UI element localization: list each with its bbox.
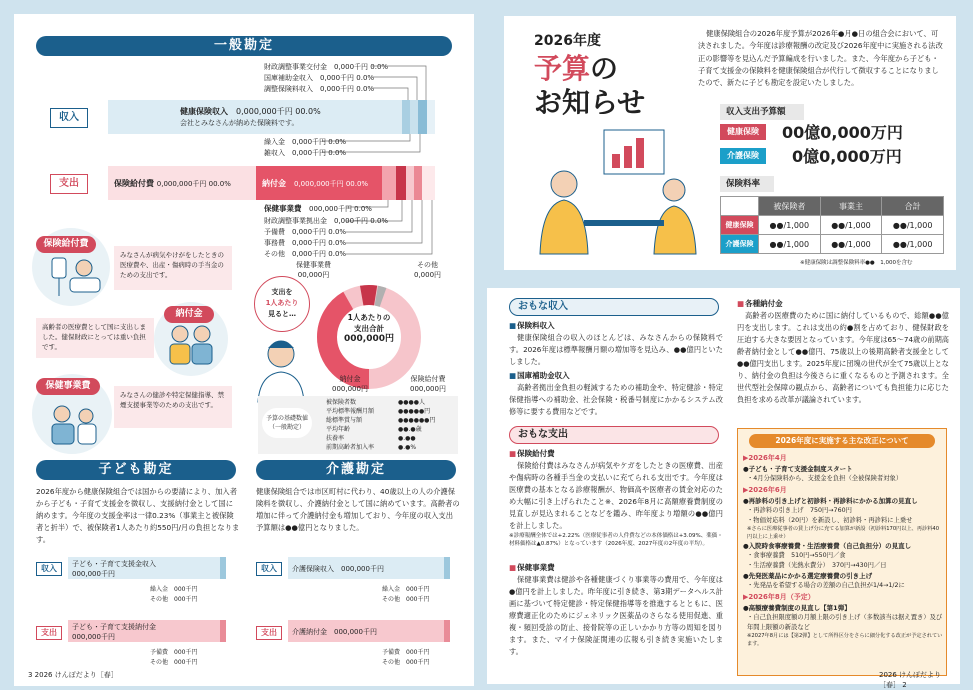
expense-label: 支出: [50, 174, 88, 194]
levy-heading: ■ 各種納付金: [737, 298, 783, 309]
rate-cell: ●●/1,000: [882, 235, 944, 254]
income-item-top-2: 調整保険料収入 0,000千円 0.0%: [264, 85, 375, 93]
budget-meeting-illustration: [524, 124, 714, 264]
basis-row-value: ●●●●●円: [398, 408, 431, 415]
premium-heading: ■ 保険料収入: [509, 320, 555, 331]
income-bar-seg4: [427, 100, 435, 134]
reform-note: ※2027年8月には【第2弾】として所得区分をさらに細分化する改正が予定されています。: [747, 633, 943, 647]
right-footer: 2026 けんぽだより［春］ 2: [879, 671, 942, 689]
basis-row-label: 扶養率: [326, 435, 345, 442]
general-title: 一般勘定: [36, 36, 452, 56]
left-footer: 3 2026 けんぽだより［春］: [28, 671, 118, 679]
reform-sub: ・自己負担限度額の月額上限の引き上げ（多数該当は据え置き）及び年間上限額の新設など: [747, 614, 943, 631]
benefit-text: みなさんが病気やけがをしたときの医療費や、出産・傷病時の手当金のための支出です。: [114, 246, 232, 290]
income-bar-seg3: [418, 100, 427, 134]
health-text-body: 保健事業費は健診や各種健康づくり事業等の費用で、今年度は●億円を計上しました。昨年度に引き続き、第3期データヘルス計画に基づいて特定健診・特定保健指導等を推進するとともに、医療費適正化のためにジェネリック医薬品のさらなる使用促進、重複・頻回受診の防止、接骨院等の正しいかかり方等の周知を図ります。また、マイナ保険証関連の広報も引き続き実施いたします。: [509, 575, 723, 656]
rate-cell: ●●/1,000: [759, 235, 821, 254]
child-income-item-0: 繰入金 000千円: [150, 586, 198, 593]
reform-sub: ・先発品を希望する場合の差額の自己負担が1/4→1/2に: [747, 582, 905, 589]
rate-note: ※健康保険は調整保険料率●● 1,000を含む: [800, 260, 913, 266]
basis-row: [326, 434, 456, 443]
basis-row-label: 被保険者数: [326, 399, 357, 406]
rate-table-corner: [721, 197, 759, 216]
reform-list: [743, 452, 943, 648]
reform-sub: ・生活療養費（光熱水費分） 370円→430円／日: [747, 562, 887, 569]
basis-row-label: 総標準賞与額: [326, 417, 363, 424]
income-item-top-0: 財政調整事業交付金 0,000千円 0.0%: [264, 63, 389, 71]
premium-text: 健康保険組合の収入のほとんどは、みなさんからの保険料です。2026年度は標準報酬月額の増加等を見込み、●●億円といたしました。: [509, 333, 723, 366]
rate-cell: ●●/1,000: [820, 216, 882, 235]
health-text: みなさんの健診や特定保健指導、禁煙支援事業等のための支出です。: [114, 386, 232, 428]
reform-sub: ・再診料の引き上げ 750円→760円: [747, 507, 852, 514]
income-bar-seg1: [402, 100, 410, 134]
income-main-title: 健康保険収入 0,000,000千円 00.0%: [180, 107, 321, 116]
reform-sub: ・食事療養費 510円→550円／食: [747, 552, 846, 559]
expense-health-title: 保健事業費 000,000千円 0.0%: [264, 204, 372, 213]
reform-item: ●子ども・子育て支援金制度スタート: [743, 465, 853, 473]
expense-item-2: 事務費 0,000千円 0.0%: [264, 239, 347, 247]
main-title: 予算の お知らせ: [534, 52, 646, 119]
reform-item: ●先発医薬品にかかる選定療養費の引き上げ: [743, 572, 873, 580]
care-income-item-0: 繰入金 000千円: [382, 586, 430, 593]
rate-cell: ●●/1,000: [820, 235, 882, 254]
reform-sub: ・物価対応料（20円）を新設し、初診料・再診料に上乗せ: [747, 517, 913, 524]
care-expense-bar-seg: [444, 620, 450, 642]
donut-center: 1人あたりの 支出合計 000,000円: [344, 313, 394, 344]
care-expense-item-1: その他 000千円: [382, 659, 430, 666]
income-bar-seg2: [410, 100, 418, 134]
reform-month: ▶2026年8月（予定）: [743, 593, 815, 601]
expense-second: 納付金 0,000,000千円 00.0%: [262, 179, 369, 188]
basis-row-label: 前期高齢者加入率: [326, 444, 375, 451]
expense-bar-seg6: [414, 166, 422, 200]
rate-header-0: 被保険者: [759, 197, 821, 216]
health-heading: ■ 保健事業費: [509, 562, 555, 573]
health-badge: 保健事業費: [36, 378, 100, 395]
per-person-callout: 支出を 1人あたり 見ると…: [254, 276, 310, 332]
reform-month: ▶2026年4月: [743, 454, 787, 462]
child-expense-item-0: 予備費 000千円: [150, 649, 198, 656]
levy-text: 高齢者の医療費として国に支出しました。健保財政にとっては重い負担です。: [36, 318, 154, 358]
basis-row: [326, 416, 456, 425]
rate-cell: ●●/1,000: [759, 216, 821, 235]
income-item-bottom-0: 繰入金 0,000千円 0.0%: [264, 138, 347, 146]
child-expense-item-1: その他 000千円: [150, 659, 198, 666]
child-income-label: 収入: [36, 562, 62, 576]
income-item-bottom-1: 雑収入 0,000千円 0.0%: [264, 149, 347, 157]
child-title: 子ども勘定: [36, 460, 236, 480]
expense-section-title: おもな支出: [509, 426, 719, 444]
reform-title: 2026年度に実施する主な改正について: [749, 434, 935, 448]
year-heading: 2026年度: [534, 33, 601, 49]
donut-bottom-left-label: 納付金 000,000円: [332, 375, 368, 393]
child-income-item-1: その他 000千円: [150, 596, 198, 603]
expense-bar-seg5: [406, 166, 414, 200]
rate-heading: 保険料率: [720, 176, 774, 192]
rate-header-2: 合計: [882, 197, 944, 216]
basis-row-label: 平均標準報酬月額: [326, 408, 375, 415]
basis-row-value: ●●●●人: [398, 399, 425, 406]
basis-row-value: ●●●●●●円: [398, 417, 436, 424]
basis-title: 予算の基礎数値（一般勘定）: [262, 408, 312, 438]
expense-item-3: その他 0,000千円 0.0%: [264, 250, 347, 258]
intro-text: 健康保険組合の2026年度予算が2026年●月●日の組合会において、可決されました。今年度は診療報酬の改定及び2026年度中に実施される法改正の影響等を見込んだ予算編成を行いました。また、今年度から子ども・子育て支援金の保険料を健康保険組合が代行して徴収することになりましたので、新たに子ども勘定を設定いたしました。: [698, 29, 943, 88]
benefit-text-body: 保険給付費はみなさんが病気やケガをしたときの医療費、出産や傷病時の各種手当金の支払いに充てられる支出です。今年度は医療費の基本となる診療報酬が、物価高や医療者の賃金対応のため大幅に引き上げられたこと※、2026年8月に高額療養費制度の見直しが見込まれることなどを鑑み、昨年度より増額の●●億円を計上しました。: [509, 461, 723, 530]
care-income-main: 介護保険収入 000,000千円: [292, 565, 384, 573]
care-budget-label: 介護保険: [720, 148, 766, 164]
reform-item: ●高額療養費制度の見直し【第1弾】: [743, 604, 851, 612]
care-income-item-1: その他 000千円: [382, 596, 430, 603]
levy-badge: 納付金: [164, 306, 214, 323]
expense-main: 保険給付費 0,000,000千円 00.0%: [114, 179, 231, 188]
benefit-badge: 保険給付費: [36, 236, 96, 253]
basis-rows: [326, 398, 456, 452]
top-right-page: [504, 16, 956, 270]
rate-row-health-label: 健康保険: [721, 216, 759, 235]
left-page: [14, 14, 474, 686]
health-budget-value: 00億0,000万円: [782, 123, 903, 142]
basis-row: [326, 443, 456, 452]
income-section-title: おもな収入: [509, 298, 719, 316]
rate-row-care-label: 介護保険: [721, 235, 759, 254]
reform-sub: ・4月分保険料から、支援金を負担（全被保険者対象）: [747, 475, 903, 482]
rate-header-1: 事業主: [820, 197, 882, 216]
income-label: 収入: [50, 108, 88, 128]
child-text: 2026年度から健康保険組合では国からの要請により、加入者から子ども・子育て支援金を徴収し、支援納付金として国に納めます。今年度の支援金率は一律0.23%（事業主と被保険者と折半）で、被保険者1人あたり約550円/月の負担となります。: [36, 487, 240, 544]
income-main-desc: 会社とみなさんが納めた保険料です。: [180, 119, 299, 127]
care-text: 健康保険組合では市区町村に代わり、40歳以上の人の介護保険料を徴収し、介護納付金として国に納めています。高齢者の増加に伴って介護納付金も増加しており、今年度の収入支出予算額は●●億円となりました。: [256, 487, 460, 532]
person-thinking-icon: [246, 334, 316, 404]
basis-row-value: ●.●%: [398, 444, 417, 451]
child-expense-main: 子ども・子育て支援納付金 000,000千円: [72, 623, 156, 641]
health-budget-label: 健康保険: [720, 124, 766, 140]
basis-row-value: ●.●●: [398, 435, 416, 442]
budget-heading: 収入支出予算額: [720, 104, 804, 120]
child-expense-bar-seg: [220, 620, 226, 642]
care-income-label: 収入: [256, 562, 282, 576]
benefit-note: ※診療報酬全体では+2.22%（医療従事者の人件費などの本体価格は+3.09%、薬価・材料価格は▲0.87%）となっています（2026年度、2027年度の2年度の平均）。: [509, 533, 723, 547]
subsidy-text: 高齢者拠出金負担の軽減するための補助金や、特定健診・特定保健指導への補助金、社会保険・税番号制度にかかるシステム改修等に要する費用などです。: [509, 383, 723, 416]
income-item-top-1: 国庫補助金収入 0,000千円 0.0%: [264, 74, 375, 82]
basis-row-value: ●●.●歳: [398, 426, 422, 433]
care-budget-value: 0億0,000万円: [792, 147, 902, 166]
reform-item: ●入院時食事療養費・生活療養費（自己負担分）の見直し: [743, 542, 912, 550]
expense-bar-health: [382, 166, 396, 200]
reform-note: ※さらに医療従事者の賃上げ分に充てる加算が新設（初診料170円以上、再診料40円以上に上乗せ）: [747, 526, 940, 540]
care-expense-main: 介護納付金 000,000千円: [292, 628, 377, 636]
expense-item-0: 財政調整事業拠出金 0,000千円 0.0%: [264, 217, 389, 225]
donut-top-right-label: その他 0,000円: [414, 261, 442, 279]
benefit-heading: ■ 保険給付費: [509, 448, 555, 459]
child-income-bar-seg: [220, 557, 226, 579]
child-expense-label: 支出: [36, 626, 62, 640]
donut-bottom-right-label: 保険給付費 000,000円: [410, 375, 446, 393]
basis-row: [326, 398, 456, 407]
expense-bar-seg4: [396, 166, 406, 200]
reform-month: ▶2026年6月: [743, 486, 787, 494]
subsidy-heading: ■ 国庫補助金収入: [509, 370, 570, 381]
rate-cell: ●●/1,000: [882, 216, 944, 235]
basis-row: [326, 407, 456, 416]
care-income-bar-seg: [444, 557, 450, 579]
care-expense-item-0: 予備費 000千円: [382, 649, 430, 656]
bottom-right-page: [487, 288, 960, 689]
care-title: 介護勘定: [256, 460, 456, 480]
levy-text-body: 高齢者の医療費のために国に納付しているもので、総額●●億円を支出します。これは支出の約●割を占めており、健保財政を圧迫する大きな要因となっています。今年度は65〜74歳の前期高齢者納付金として●●億円、75歳以上の後期高齢者支援金として●●億円支出します。2025年度に団塊の世代が全て75歳以上となり、納付金の負担は今後さらに重くなるものと予測されます。全世代型社会保障の観点から、高齢者についても負担能力に応じた負担を求める改革が議論されています。: [737, 311, 949, 404]
child-income-main: 子ども・子育て支援金収入 000,000千円: [72, 560, 156, 578]
basis-row-label: 平均年齢: [326, 426, 351, 433]
care-expense-label: 支出: [256, 626, 282, 640]
basis-row: [326, 425, 456, 434]
expense-item-1: 予備費 0,000千円 0.0%: [264, 228, 347, 236]
rate-table: [720, 196, 944, 254]
reform-item: ●再診料の引き上げと初診料・再診料にかかる加算の見直し: [743, 497, 918, 505]
donut-top-left-label: 保健事業費 00,000円: [296, 261, 331, 279]
expense-bar-seg7: [422, 166, 435, 200]
